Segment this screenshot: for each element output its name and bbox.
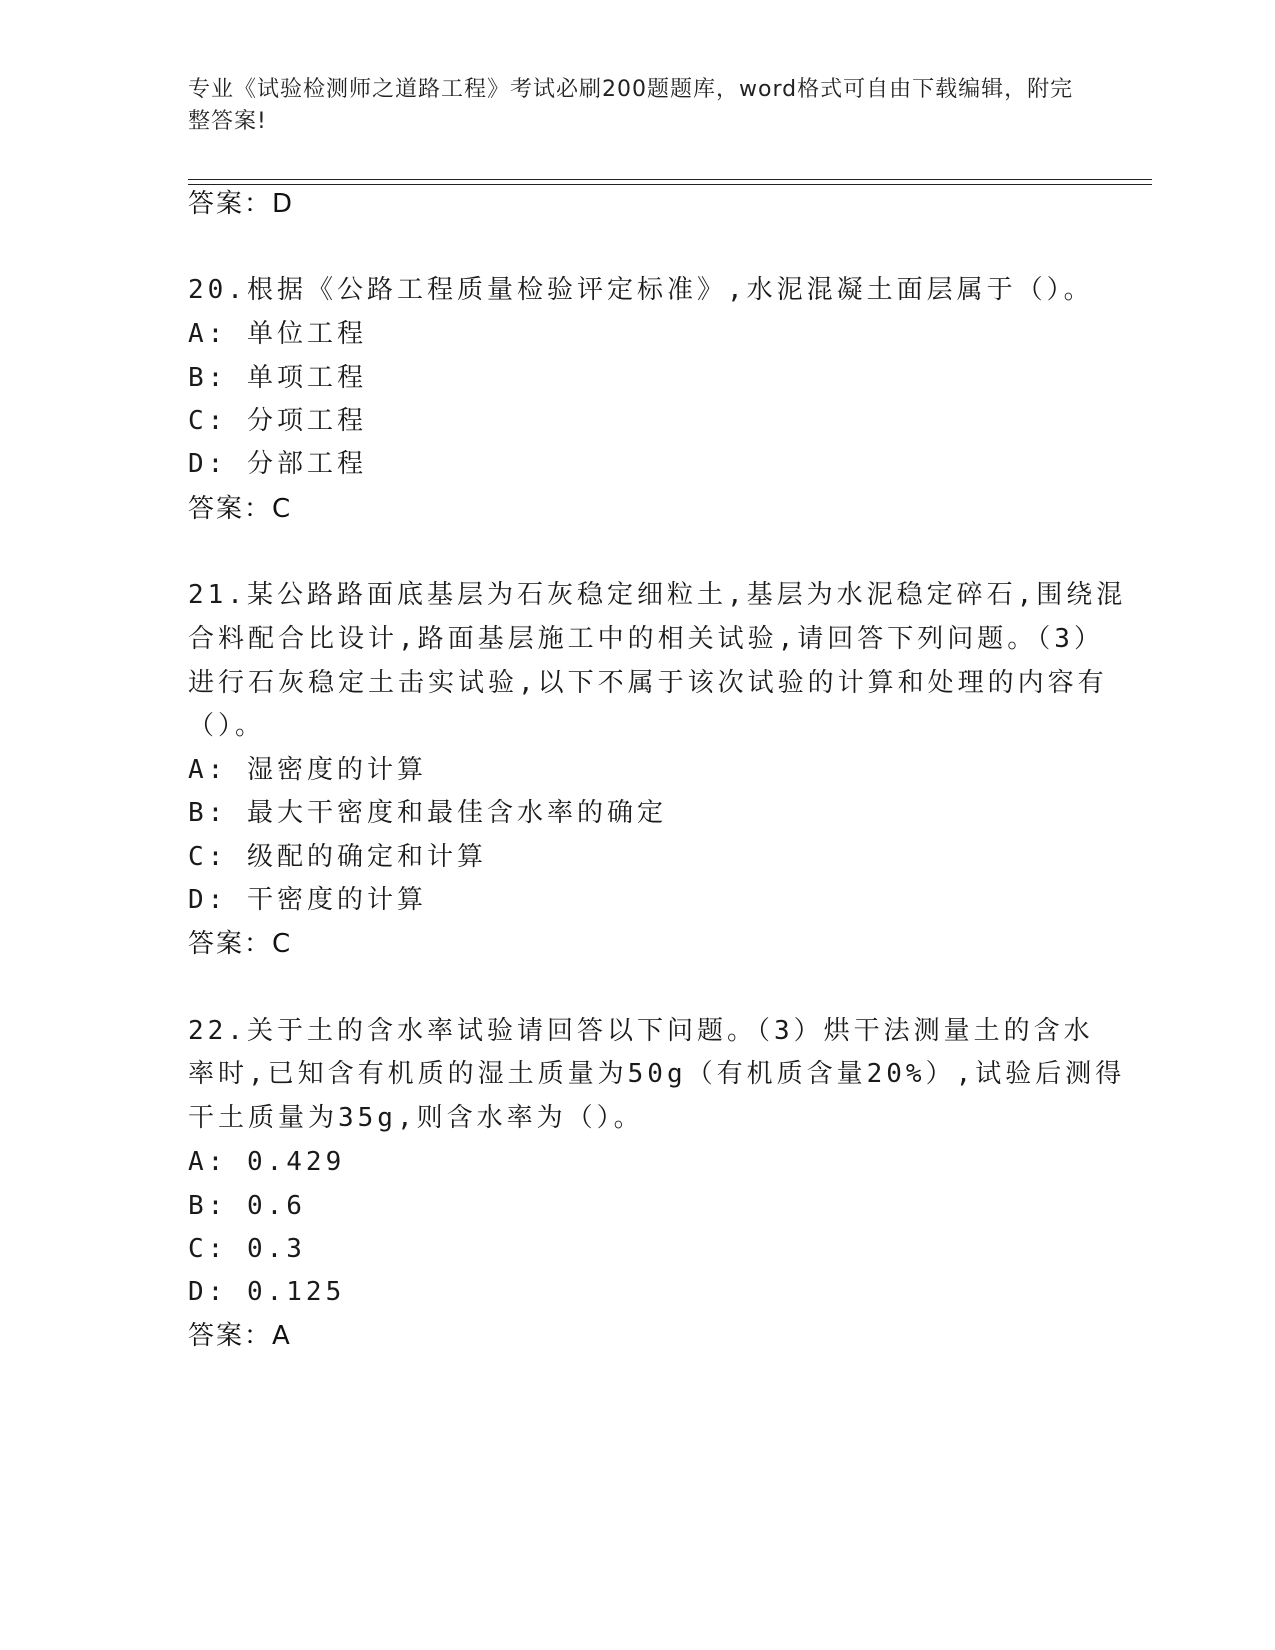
question-21-stem-line-2: 合料配合比设计,路面基层施工中的相关试验,请回答下列问题。（3） — [188, 624, 1104, 654]
question-21-option-b: B: 最大干密度和最佳含水率的确定 — [188, 798, 667, 828]
question-21-option-a: A: 湿密度的计算 — [188, 755, 427, 785]
question-22-stem-line-1: 22.关于土的含水率试验请回答以下问题。（3）烘干法测量土的含水 — [188, 1016, 1094, 1046]
question-21-stem-line-3: 进行石灰稳定土击实试验,以下不属于该次试验的计算和处理的内容有 — [188, 668, 1108, 698]
document-header: 专业《试验检测师之道路工程》考试必刷200题题库，word格式可自由下载编辑，附完整答案! — [188, 77, 1074, 134]
question-21-stem-line-4: （）。 — [188, 711, 266, 741]
question-20-option-b: B: 单项工程 — [188, 363, 367, 393]
question-21-option-c: C: 级配的确定和计算 — [188, 842, 487, 872]
question-22-option-c: C: 0.3 — [188, 1234, 306, 1264]
answer-previous: 答案：D — [188, 189, 295, 219]
question-20-option-d: D: 分部工程 — [188, 449, 367, 479]
question-22-stem-line-2: 率时,已知含有机质的湿土质量为50g（有机质含量20%）,试验后测得 — [188, 1059, 1126, 1089]
question-21-stem-line-1: 21.某公路路面底基层为石灰稳定细粒土,基层为水泥稳定碎石,围绕混 — [188, 580, 1127, 610]
question-21-option-d: D: 干密度的计算 — [188, 885, 427, 915]
question-20-option-c: C: 分项工程 — [188, 406, 367, 436]
question-20-stem: 20.根据《公路工程质量检验评定标准》,水泥混凝土面层属于（）。 — [188, 275, 1094, 305]
header-divider-bottom — [188, 184, 1152, 185]
question-21-answer: 答案：C — [188, 929, 293, 959]
header-divider-top — [188, 179, 1152, 180]
question-22-stem-line-3: 干土质量为35g,则含水率为（）。 — [188, 1103, 644, 1133]
question-22-option-d: D: 0.125 — [188, 1277, 346, 1307]
question-22-option-a: A: 0.429 — [188, 1147, 346, 1177]
question-22-option-b: B: 0.6 — [188, 1191, 306, 1221]
question-22-answer: 答案：A — [188, 1321, 292, 1351]
question-20-answer: 答案：C — [188, 494, 293, 524]
question-20-option-a: A: 单位工程 — [188, 319, 367, 349]
